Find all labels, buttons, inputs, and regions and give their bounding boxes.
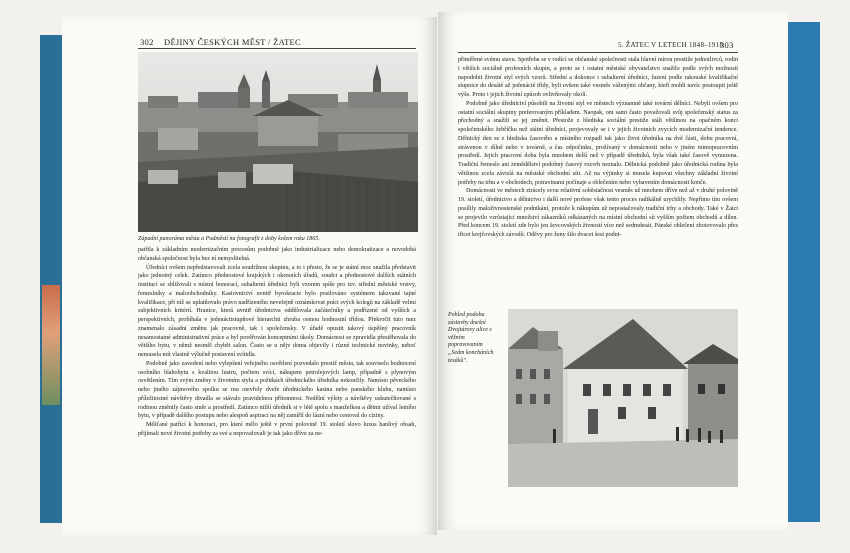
right-page <box>438 12 788 530</box>
running-head: 5. ŽATEC V LETECH 1848–1918 <box>618 41 724 49</box>
running-head: DĚJINY ČESKÝCH MĚST / ŽATEC <box>164 37 302 47</box>
photo-caption: Západní panoráma města a Podměstí na fotografii z doby kolem roku 1865. <box>138 236 320 242</box>
page-number: 303 <box>720 40 734 50</box>
paragraph: Domácnosti ve městech ztrácely svou relativní soběstačnost vesměs už mnohem dříve než až v druhé polovině 19. století, úřednictvo a dělnictvo i další nové profese však tento proces radikálně urychlily. Nepřímo tím ovšem posílily maloživnostenské podnikání, protože k nákupům už nepostačovaly tradiční trhy a obchody. Také v Žatci se projevilo vzrůstající množství zákazníků odkázaných na místní obchodní sít vyšším počtem obchodů a dílen. Před koncem 19. století zde bylo jen ševcovských živností více než sedmdesát. Pánské oblečení zhotovovalo přes třicet krejčovských závodů. Oděvy pro ženy šilo dvacet šest podni- <box>458 188 738 238</box>
body-text <box>138 246 416 531</box>
paragraph: patřila k základním modernizačním procesům podobně jako industrializace nebo demokratizace a novodobá občanská společnost byla bez ní nemyslitelná. <box>138 247 416 262</box>
paragraph: Podobně jako zavedení nebo vylepšení veřejného osvětlení pozvedalo prestiž města, tak souviselo hodnocení osobního blahobytu s kvalitou lustru, počtem svící, nákupem petrolejových lamp, případně s plynovým osvětlením. Tím svým změny v životním stylu a požitkách úřednického úředníka nekončily. Namísto pěveckého nebo jiného zájmového spolku se mu otevřely dveře úřednického kasina nebo panského klubu, namísto příležitostné návštěvy divadla se stávalo pravidelnou přítomnost. Nedělní výlety a návštěvy uskutečňované s rodinou změnily často směr a prostředí. Zatímco nižší úředník si v létě spolu s manželkou a dětmi užíval letního bytu, v případě dalšího postupu nebo alespoň aspirací na něj zamířil do lázní nebo cestoval do ciziny. <box>138 360 416 420</box>
street-photo <box>508 309 738 487</box>
paragraph: Podobně jako úřednictví působili na životní styl ve městech významně také tovární dělníci. Nebyli ovšem pro ostatní sociální skupiny preferovaným příkladem. Naopak, oni sami často považovali svůj společenský status za přechodný a snažili se jej změnit. Přestože z hlediska sociální prestiže stáli většinou na opačném konci společenského žebříčku než státní úředníci, projevovaly se i v jejich životních zvycích modernizační tendence. Dělnický den se z hlediska časového a místního rozpadl tak jako život úředníka na dvě části, dobu pracovní, strávenou v dílně nebo v továrně, a čas odpočinku, prožívaný v domácnosti nebo v jiném mimopracovním prostředí. Jejich pracovní doba byla mnohem delší než v případě úředníků, byla však také časově vymezena. Tradiční řemeslo ani zemědělství podobný časový rozvrh neznalo. Dělnická podobně jako úřednická rodina byla většinou zcela závislá na městské obchodní síti. Až na výjimky si musela kupovat všechny základní životní potřeby na trhu a v obchodech, potravinami počínaje a oblečením nebo vybavením domácnosti konče. <box>458 100 738 186</box>
paragraph: Měšťané patřící k honoraci, pro které mělo ještě v první polovině 19. století slovo luxus hanlivý obsah, přijímali nové životní potřeby za své a nepovažovali je tak jako dříve za ne- <box>138 422 416 437</box>
photo-caption: Pohled podobu zástavby dnešní Dvojtárovy ulice s věžním popravovaním „Sedm koncháních tesáků". <box>448 312 494 364</box>
header-rule <box>458 52 738 53</box>
panorama-photo <box>138 52 418 232</box>
paragraph: přiměřené svému stavu. Spotřeba se v rodící se občanské společnosti stala hlavní mírou prestiže jednotlivců, rodin i větších sociálně profesních skupin, a proto se i ostatní městské obyvatelstvo snažilo podle svých možností napodobit životní styl svých vzorů. Střední a dokonce i subalterní úředníci, řazení podle rakouské kvalifikační stupnice do desáté až jedenácté třídy, byli ovšem také vesměs váženými občany, kteří mohli navíc postoupit ještě výše. Proto i jejich životní způsob ovlivňovaly okolí. <box>458 57 738 98</box>
cover-illustration <box>42 285 60 405</box>
header-rule <box>138 48 416 49</box>
page-number: 302 <box>140 37 154 47</box>
paragraph: Úředníci ovšem nepředstavovali zcela soudržnou skupinu, a to i přesto, že se je státní moc snažila představit jako jednotný celek. Zatímco přednostové krajských i okresních úřadů, soudci a přednostové dalších státních institucí se sbližovali s místní honorací, subalterní úředníci byli vzorem spíše pro tzv. střední městské vrstvy, řemeslníky a maloobchodníky. Kastovnictví uvnitř byrokracie bylo posilováno systémem takzvané tajné kvalifikace, při níž se uplatňovalo právo nadřízeného nevefejně oznámkovat práci svých kolegů na základě velmi subjektivních kritérií. Hranice, která uvnitř úřednictva oddělovala začátečníky a podřízené od vyšších a perspektivních, probíhala v jedenáctistupňové hierarchii zhruba osmou hodnostní třídou. Překročit tuto mez znamenalo zásadní změnu jak pracovně, tak i společensky. V úřadě opustit takový úspěšný pracovník nesamostatné administrativní práce a byl pověřován konceptními úkoly. Domácnost se zpravidla přestěhovala do většího bytu, v němž nesměl chybět salon. Často se u nějv doma objevily i různé technické novinky, neboť nemusela mít vlastně výlučně postavení svítidla. <box>138 264 416 358</box>
body-text <box>458 56 738 316</box>
left-page <box>62 17 437 535</box>
